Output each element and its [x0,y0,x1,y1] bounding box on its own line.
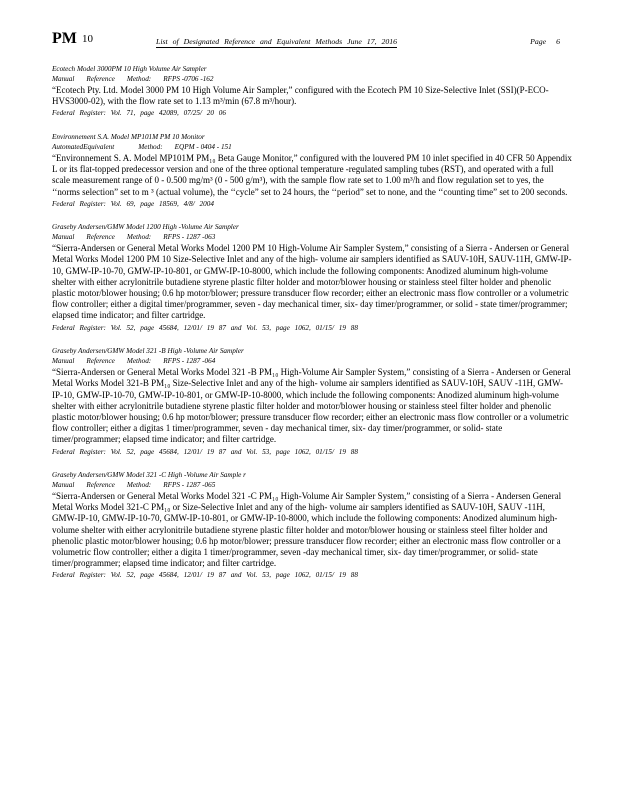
entry-method-code: RFPS - 1287 -063 [163,233,216,242]
entry-method-label: Method: [126,233,152,242]
entry-description: “Ecotech Pty. Ltd. Model 3000 PM 10 High Volume Air Sampler,” configured with the Ecotech PM 10 Size-Selective Inlet (SSI)(P-ECO-HVS3000-02), with the flow rate set to 1.13 m³/min (67.8 m³/hour). [52,85,549,107]
header-page [530,37,560,46]
method-entry [52,470,572,581]
header-page-label: Page [530,37,547,46]
entry-federal-register: Federal Register: Vol. 52, page 45684, 12/01/ 19 87 and Vol. 53, page 1062, 01/15/ 19 88 [52,447,358,456]
entry-method-line [52,232,572,242]
entry-ref-label: Reference [86,75,115,83]
entry-method-code: RFPS - 1287 -064 [163,357,216,366]
entry-name: Graseby Andersen/GMW Model 321 -B High -Volume Air Sampler [52,347,244,356]
entry-federal-register: Federal Register: Vol. 71, page 42089, 07/25/ 20 06 [52,109,226,118]
header-title: List of Designated Reference and Equivalent Methods June 17, 2016 [156,37,398,46]
method-entry [52,64,572,119]
entry-description: “Sierra-Andersen or General Metal Works Model 321 -B PM₁₀ High-Volume Air Sampler System,” consisting of a Sierra - Andersen or General Metal Works Model 321-B PM₁₀ Size-Selective Inlet and any of the high- volume air samplers identified as SAUV-10H, SAUV -11H, GMW-IP-10, GMW-IP-10-70, GMW-IP-10-801, or GMW-IP-10-8000, which include the following components: Anodized aluminum high-volume shelter with either acrylonitrile butadiene styrene plastic filter holder and motor/blower housing or stainless steel filter holder and phenolic plastic motor/blower housing; 0.6 hp motor/blower; pressure transducer flow recorder; either an electronic mass flow controller or a volumetric flow controller; either a digitas 1 timer/programmer, seven - day mechanical timer, six- day timer/programmer, or solid- state timer/programmer; elapsed time indicator; and filter cartridge. [52,367,571,445]
method-entry [52,222,572,333]
entry-name: Graseby Andersen/GMW Model 321 -C High -Volume Air Sample r [52,471,246,480]
method-entry [52,132,572,209]
entry-type: AutomatedEquivalent [52,142,115,151]
entry-federal-register: Federal Register: Vol. 69, page 18569, 4/8/ 2004 [52,199,214,208]
entry-method-label: Method: [138,142,163,151]
header-pm: PM [52,30,77,47]
method-entry [52,346,572,457]
entry-type: Manual [52,481,75,490]
page-header [52,30,572,52]
method-list [52,64,572,594]
entry-description: “Sierra-Andersen or General Metal Works Model 1200 PM 10 High-Volume Air Sampler System,” consisting of a Sierra - Andersen or General Metal Works Model 1200 PM 10 Size-Selective Inlet and any of the high- volume air samplers identified as SAUV-10H, SAUV-11H, GMW-IP-10, GMW-IP-10-70, GMW-IP-10-801, or GMW-IP-10-8000, which include the following components: Anodized aluminum high-volume shelter with either acrylonitrile butadiene styrene plastic filter holder and motor/blower housing or stainless steel filter holder and phenolic plastic motor/blower housing; 0.6 hp motor/blower; pressure transducer flow recorder; either an electronic mass flow controller or a volumetric flow controller; either a digital timer/programmer, seven - day mechanical timer, six- day timer/programmer, or solid - state timer/programmer; elapsed time indicator; and filter cartridge. [52,243,572,321]
entry-federal-register: Federal Register: Vol. 52, page 45684, 12/01/ 19 87 and Vol. 53, page 1062, 01/15/ 19 88 [52,323,358,332]
entry-method-line [52,142,572,152]
entry-name: Ecotech Model 3000PM 10 High Volume Air Sampler [52,65,207,73]
entry-method-label: Method: [126,357,152,366]
entry-name: Graseby Andersen/GMW Model 1200 High -Volume Air Sampler [52,223,239,232]
entry-ref-label: Reference [86,357,115,366]
entry-method-code: RFPS -0706 -162 [163,75,214,83]
entry-type: Manual [52,75,75,83]
header-page-number: 6 [556,37,560,46]
entry-ref-label: Reference [86,233,115,242]
entry-method-label: Method: [126,481,152,490]
entry-description: “Sierra-Andersen or General Metal Works Model 321 -C PM₁₀ High-Volume Air Sampler System,” consisting of a Sierra - Andersen General Metal Works Model 321-C PM₁₀ or Size-Selective Inlet and any of the high- volume air samplers identified as SAUV-10H, SAUV -11H, GMW-IP-10, GMW-IP-10-70, GMW-IP-10-801, or GMW-IP-10-8000, which include the following components: Anodized aluminum high-volume shelter with either acrylonitrile butadiene styrene plastic filter holder and motor/blower housing or stainless steel filter holder and phenolic plastic motor/blower housing; 0.6 hp motor/blower; pressure transducer flow recorder; either an electronic mass flow controller or a volumetric flow controller; either a digita 1 timer/programmer, seven -day mechanical timer, six- day timer/programmer, or solid- state timer/programmer; elapsed time indicator; and filter cartridge. [52,491,562,569]
entry-method-code: RFPS - 1287 -065 [163,481,216,490]
entry-method-code: EQPM - 0404 - 151 [174,142,232,151]
entry-description: “Environnement S. A. Model MP101M PM₁₀ Beta Gauge Monitor,” configured with the louvered PM 10 inlet specified in 40 CFR 50 Appendix L or its flat-topped predecessor version and one of the three optional temperature -regulated sampling tubes (RST), and operated with a full scale measurement range of 0 - 0.500 mg/m³ (0 - 500 g/m³), with the sample flow rate set to 1.00 m³/h and flow regulation set to yes, the ‘‘norms selection” set to m ³ (actual volume), the ‘‘cycle” set to 24 hours, the ‘‘period” set to none, and the ‘‘counting time” set to 200 seconds. [52,152,572,197]
entry-method-line [52,74,572,84]
entry-name: Environnement S.A. Model MP101M PM 10 Monitor [52,132,205,141]
entry-ref-label: Reference [86,481,115,490]
entry-method-label: Method: [126,75,152,83]
entry-method-line [52,480,572,490]
entry-type: Manual [52,357,75,366]
entry-method-line [52,356,572,366]
header-pm-number: 10 [82,33,93,45]
entry-type: Manual [52,233,75,242]
entry-federal-register: Federal Register: Vol. 52, page 45684, 12/01/ 19 87 and Vol. 53, page 1062, 01/15/ 19 88 [52,571,358,580]
